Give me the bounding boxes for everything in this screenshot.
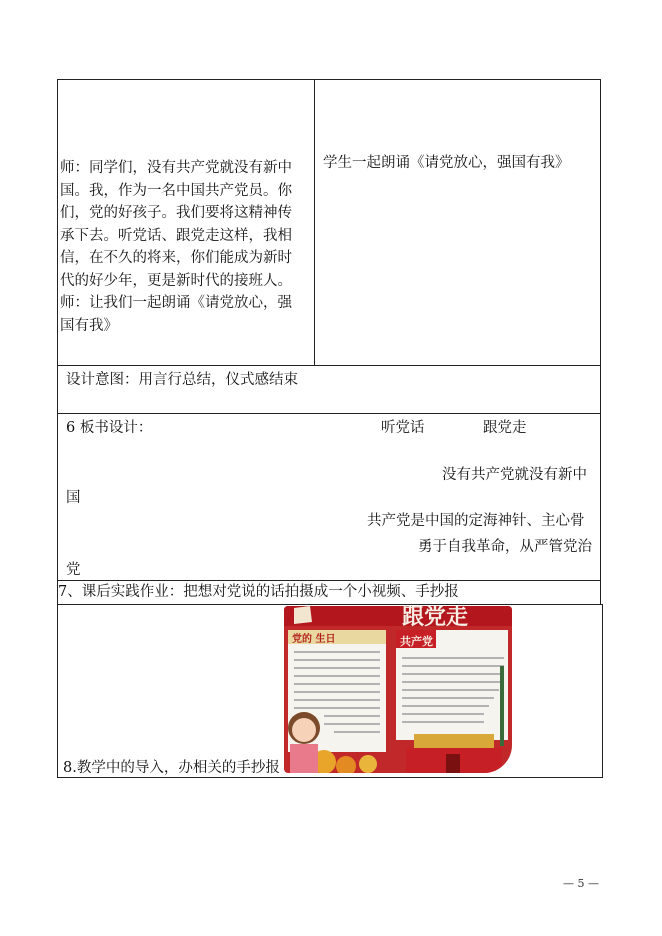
teacher-line: 师：让我们一起朗诵《请党放心，强	[60, 295, 292, 311]
teacher-line: 们，党的好孩子。我们要将这精神传	[60, 205, 292, 221]
teacher-line: 承下去。听党话、跟党走这样，我相	[60, 227, 292, 244]
board-line: 国	[66, 490, 81, 506]
poster-right-heading: 共产党	[400, 635, 433, 648]
board-line: 没有共产党就没有新中	[442, 467, 587, 483]
column-divider	[314, 79, 315, 366]
page-number: — 5 —	[563, 877, 599, 890]
board-heading: 6 板书设计：	[66, 420, 153, 436]
teacher-line: 国。我，作为一名中国共产党员。你	[60, 182, 292, 199]
board-slogan-listen: 听党话	[381, 420, 425, 436]
design-intent: 设计意图：用言行总结，仪式感结束	[66, 372, 298, 388]
teacher-script	[60, 157, 292, 337]
poster-left-heading: 党的 生日	[292, 634, 336, 645]
board-slogan-follow: 跟党走	[483, 420, 527, 436]
homework: 7、课后实践作业：把想对党说的话拍摄成一个小视频、手抄报	[58, 584, 459, 600]
teacher-line: 国有我》	[60, 317, 118, 334]
board-line: 勇于自我革命，从严管党治	[418, 539, 592, 555]
board-line: 党	[66, 562, 81, 578]
handwritten-poster-image	[284, 606, 512, 773]
section-8: 8.教学中的导入，办相关的手抄报	[63, 760, 280, 776]
teacher-line: 代的好少年，更是新时代的接班人。	[60, 272, 292, 289]
board-line: 共产党是中国的定海神针、主心骨	[367, 513, 585, 529]
teacher-line: 师：同学们，没有共产党就没有新中	[60, 160, 292, 176]
student-activity: 学生一起朗诵《请党放心，强国有我》	[323, 155, 570, 171]
poster-banner: 跟党走	[402, 606, 469, 630]
teacher-line: 信，在不久的将来，你们能成为新时	[60, 250, 292, 266]
